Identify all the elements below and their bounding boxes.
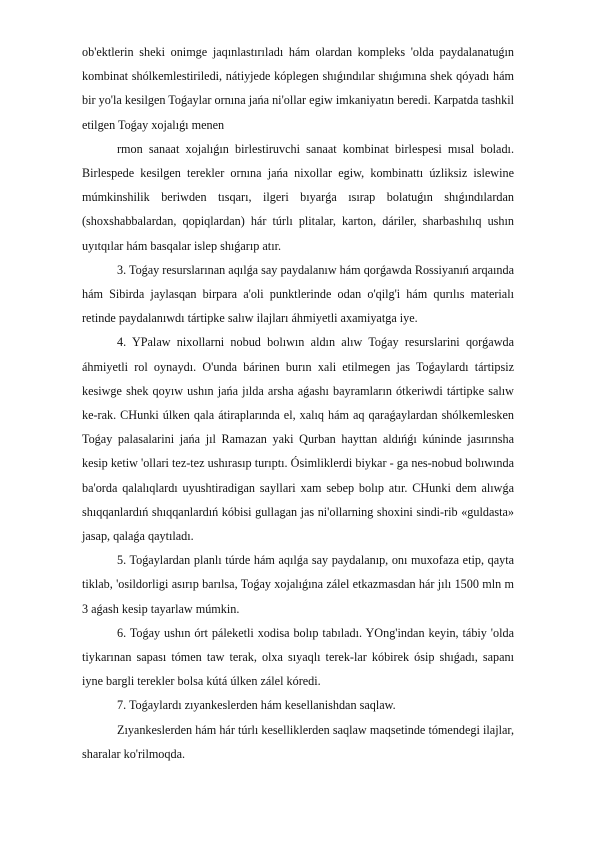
paragraph-intro: ob'ektlerin sheki onimge jaqınlastırıladı hám olardan kompleks 'olda paydalanatuǵın kombinat shólkemlestiriledi, nátiyjede kóplegen shıǵındılar shıǵımına shek qóyadı hám bir yo'la kesilgen Toǵaylar ornına jańa ni'ollar egiw imkaniyatın beredi. Karpatda tashkil etilgen Toǵay xojalıǵı menen [82, 45, 514, 132]
paragraph-item-5: 5. Toǵaylardan planlı túrde hám aqılǵa say paydalanıp, onı muxofaza etip, qayta tiklab, 'osildorligi asırıp barılsa, Toǵay xojalıǵına zálel etkazmasdan hár jılı 1500 mln m 3 aǵash kesip tayarlaw múmkin. [82, 553, 514, 616]
paragraph-item-7-heading: 7. Toǵaylardı zıyankeslerden hám kesellanishdan saqlaw. [117, 698, 396, 713]
paragraph-measures: Zıyankeslerden hám hár túrlı keselliklerden saqlaw maqsetinde tómendegi ilajlar, sharalar ko'rilmoqda. [82, 722, 514, 761]
paragraph-item-6: 6. Toǵay ushın órt páleketli xodisa bolıp tabıladı. YOng'indan keyin, tábiy 'olda tiykarınan sapası tómen taw terak, olxa sıyaqlı terek-lar kóbirek ósip shıǵadı, sapanı iyne bargli terekler bolsa kútá úlken zálel kóredi. [82, 625, 514, 689]
paragraph-combine-example: rmon sanaat xojalıǵın birlestiruvchi sanaat kombinat birlespesi mısal boladı. Birlespede kesilgen terekler ornına jańa nixollar egiw, kombinattı úzliksiz islewine múmkinshilik beriwden tısqarı, ilgeri bıyarǵa ısırap bolatuǵın shıǵındılardan (shoxshabbalardan, qopiqlardan) hár túrlı plitalar, karton, dáriler, sharbashılıq ushın uyıtqılar hám basqalar islep shıǵarıp atır. [82, 141, 514, 253]
paragraph-item-4: 4. YPalaw nixollarni nobud bolıwın aldın alıw Toǵay resurslarini qorǵawda áhmiyetli rol oynaydı. O'unda bárinen burın xali etilmegen jas Toǵaylardı tártipsiz kesiwge shek qoyıw ushın jańa jılda arsha aǵashı bayramların ótkeriwdi tártipke salıw ke-rak. CHunki úlken qala átiraplarında el, xalıq hám aq qaraǵaylardan shólkemlesken Toǵay palasalarini jańa jıl Ramazan yaki Qurban hayttan aldıńǵı kúninde jasırınsha kesip ketiw 'ollari tez-tez ushırasıp turıptı. Ósimliklerdi biykar - ga nes-nobud bolıwında ba'orda qalalıqlardı uyushtiradigan sayllari xam sebep bolıp atır. CHunki dem alıwǵa shıqqanlardıń shıqqanlardıń kóbisi gullagan jas ni'ollarning shoxini sindi-rib «guldasta» jasap, qalaǵa qaytıladı. [82, 335, 514, 544]
document-page [82, 40, 514, 766]
paragraph-item-3: 3. Toǵay resurslarınan aqılǵa say paydalanıw hám qorǵawda Rossiyanıń arqaında hám Sibirda jaylasqan birpara a'oli punktlerinde odan o'qilg'i hám qurılıs materialı retinde paydalanıwdı tártipke salıw ilajları áhmiyetli axamiyatga iye. [82, 262, 514, 326]
